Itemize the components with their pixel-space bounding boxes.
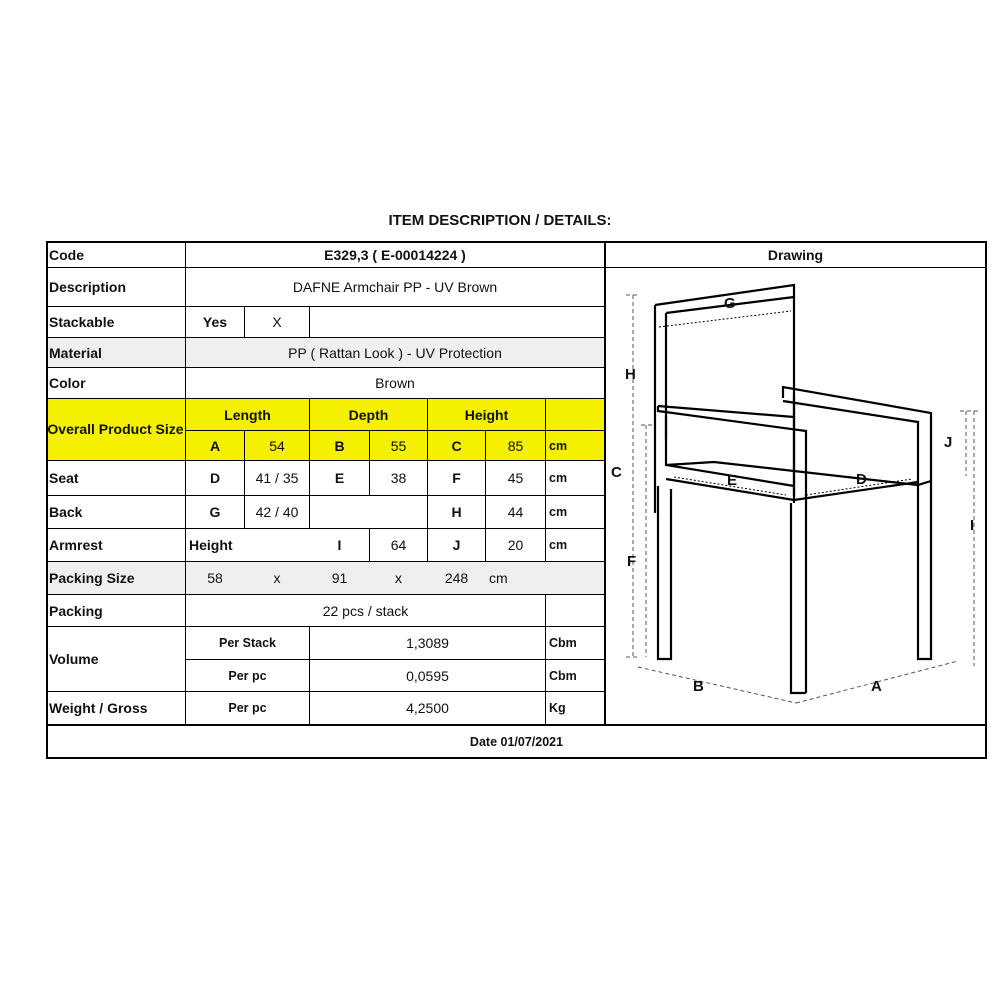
dim-a-value: 54 [269,437,285,454]
back-label: Back [49,504,83,520]
color-label: Color [49,375,86,391]
dim-b-value: 55 [390,437,407,454]
label-c: C [611,464,622,481]
label-a: A [871,678,882,695]
back-frame [655,285,794,503]
volume-label: Volume [49,651,99,667]
armrest-label: Armrest [49,537,103,553]
length-header: Length [224,406,271,423]
seat-label: Seat [49,470,79,486]
volume-per-stack-label: Per Stack [219,636,276,650]
volume-per-pc-label: Per pc [228,668,267,683]
dim-g-line [659,311,791,327]
seat-back-edge [666,462,918,485]
armchair-drawing [606,267,986,723]
label-j: J [944,434,953,451]
weight-value: 4,2500 [406,700,449,716]
volume-per-stack-unit: Cbm [549,636,577,650]
packing-size-label: Packing Size [49,570,135,586]
dim-c-value: 85 [507,437,524,454]
seat-unit: cm [549,471,568,485]
weight-unit: Kg [549,701,566,715]
label-b: B [693,678,704,695]
label-f: F [627,553,637,570]
stackable-label: Stackable [49,314,115,330]
dim-d-value: 41 / 35 [255,470,299,486]
seat-front-edge [666,479,918,500]
overall-size-label: Overall Product Size [47,421,184,437]
packing-depth: 91 [331,570,348,586]
leg-back-left [658,486,671,659]
leg-right [918,481,931,659]
dim-c-letter: C [451,437,462,454]
dim-f-value: 45 [507,470,524,486]
depth-header: Depth [348,406,389,423]
leg-front-left [791,503,806,693]
border-bottom [46,757,987,759]
dim-i-letter: I [337,537,342,553]
packing-x1: x [273,570,281,586]
stackable-mark: X [272,314,282,330]
armrest-left-top [658,406,794,417]
dim-d-letter: D [209,470,221,486]
vsep [309,306,310,337]
dim-h-letter: H [451,504,462,520]
dim-a-letter: A [209,437,221,454]
description-label: Description [49,279,127,295]
label-e: E [727,472,738,489]
description-value: DAFNE Armchair PP - UV Brown [292,279,498,295]
volume-per-pc-value: 0,0595 [406,667,449,684]
details-sheet [46,241,987,759]
dim-i-value: 64 [390,537,407,553]
date-footer: Date 01/07/2021 [469,734,564,749]
overall-unit: cm [549,438,568,453]
material-label: Material [49,344,102,361]
color-value: Brown [375,375,415,391]
drawing-header: Drawing [767,246,824,263]
dim-e-value: 38 [390,470,407,486]
armrest-unit: cm [549,538,568,552]
packing-value: 22 pcs / stack [322,602,409,619]
armrest-left-outer [658,406,806,693]
volume-per-stack-value: 1,3089 [406,635,449,651]
label-i: I [970,517,975,534]
code-label: Code [49,246,84,263]
dim-h-value: 44 [507,504,524,520]
material-value: PP ( Rattan Look ) - UV Protection [288,344,502,361]
dim-g-letter: G [209,504,221,520]
packing-label: Packing [49,602,103,619]
label-h: H [625,366,636,383]
dim-e-letter: E [334,470,345,486]
packing-x2: x [395,570,402,586]
label-g: G [724,295,736,312]
back-unit: cm [549,505,568,519]
packing-width: 58 [207,570,223,586]
height-header: Height [464,406,509,423]
dim-b-line [638,667,796,703]
dim-g-value: 42 / 40 [255,504,299,520]
armrest-height-label: Height [189,537,233,553]
packing-height: 248 [444,570,469,586]
packing-size-unit: cm [489,570,508,586]
dim-f-letter: F [452,470,461,486]
code-value: E329,3 ( E-00014224 ) [324,246,466,263]
volume-per-pc-unit: Cbm [549,668,577,683]
dim-j-value: 20 [507,537,524,553]
label-d: D [856,471,867,488]
weight-label: Weight / Gross [49,700,148,716]
dim-b-letter: B [334,437,345,454]
stackable-yes: Yes [202,314,228,330]
dim-j-letter: J [452,537,461,553]
weight-per-pc-label: Per pc [228,701,267,715]
page-title: ITEM DESCRIPTION / DETAILS: [388,212,612,229]
